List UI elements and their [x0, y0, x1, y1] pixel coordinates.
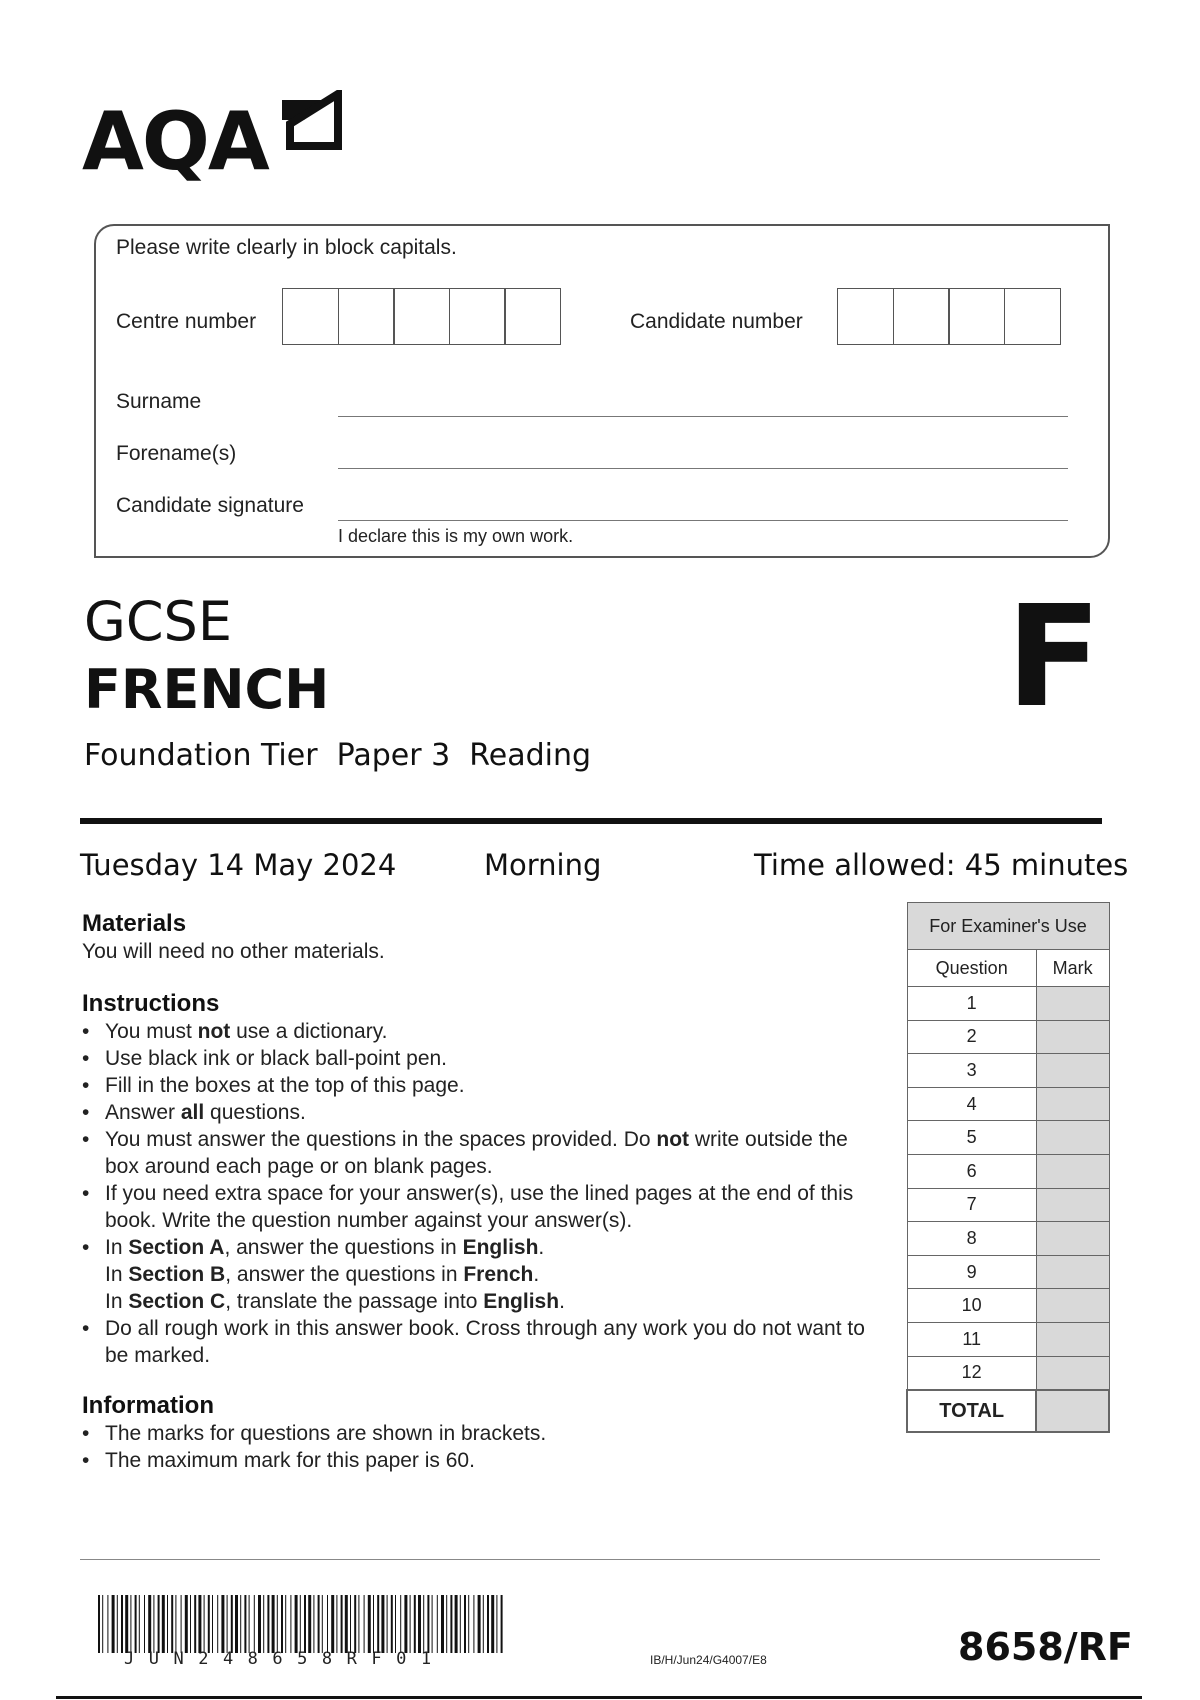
examiners-use-heading: For Examiner's Use	[907, 903, 1109, 950]
barcode-bar	[446, 1595, 447, 1653]
barcode-bar	[432, 1595, 433, 1653]
barcode-bar	[235, 1595, 238, 1653]
instruction-item: • Answer all questions.	[82, 1099, 872, 1126]
barcode	[98, 1595, 508, 1653]
barcode-bar	[117, 1595, 118, 1653]
question-number: 6	[907, 1154, 1036, 1188]
total-mark-cell[interactable]	[1036, 1390, 1109, 1432]
barcode-bar	[267, 1595, 269, 1653]
barcode-bar	[295, 1595, 298, 1653]
mark-cell[interactable]	[1036, 1054, 1109, 1088]
barcode-bar	[204, 1595, 205, 1653]
barcode-bar	[391, 1595, 393, 1653]
barcode-bar	[171, 1595, 173, 1653]
mark-cell[interactable]	[1036, 1222, 1109, 1256]
title-divider	[80, 818, 1102, 824]
subject-title: FRENCH	[84, 658, 330, 721]
barcode-bar	[158, 1595, 160, 1653]
instruction-item: • Use black ink or black ball-point pen.	[82, 1045, 872, 1072]
candidate-number-boxes[interactable]	[837, 288, 1059, 345]
barcode-bar	[175, 1595, 176, 1653]
barcode-bar	[464, 1595, 466, 1653]
signature-field[interactable]	[338, 520, 1068, 521]
barcode-bar	[277, 1595, 278, 1653]
footer-divider	[80, 1559, 1100, 1560]
barcode-bar	[387, 1595, 388, 1653]
barcode-bar	[473, 1595, 474, 1653]
barcode-bar	[144, 1595, 145, 1653]
barcode-text: JUN248658RF01	[124, 1649, 446, 1669]
barcode-bar	[350, 1595, 351, 1653]
barcode-bar	[263, 1595, 264, 1653]
logo-mark-icon	[282, 90, 344, 152]
barcode-bar	[285, 1595, 286, 1653]
question-number: 2	[907, 1020, 1036, 1054]
question-number: 12	[907, 1356, 1036, 1390]
barcode-bar	[418, 1595, 421, 1653]
barcode-bar	[358, 1595, 359, 1653]
barcode-bar	[300, 1595, 301, 1653]
question-number: 8	[907, 1222, 1036, 1256]
candidate-digit-box[interactable]	[1004, 288, 1061, 345]
barcode-bar	[308, 1595, 311, 1653]
question-number: 7	[907, 1188, 1036, 1222]
barcode-bar	[304, 1595, 306, 1653]
barcode-bar	[198, 1595, 201, 1653]
document-reference: IB/H/Jun24/G4007/E8	[650, 1653, 767, 1667]
barcode-bar	[181, 1595, 182, 1653]
barcode-bar	[249, 1595, 250, 1653]
barcode-bar	[377, 1595, 379, 1653]
mark-cell[interactable]	[1036, 987, 1109, 1021]
mark-cell[interactable]	[1036, 1020, 1109, 1054]
barcode-bar	[496, 1595, 497, 1653]
candidate-digit-box[interactable]	[837, 288, 894, 345]
materials-heading: Materials	[82, 910, 187, 937]
mark-cell[interactable]	[1036, 1356, 1109, 1390]
centre-digit-box[interactable]	[338, 288, 395, 345]
block-capitals-instruction: Please write clearly in block capitals.	[116, 236, 457, 259]
barcode-bar	[258, 1595, 261, 1653]
candidate-digit-box[interactable]	[893, 288, 950, 345]
barcode-bar	[313, 1595, 314, 1653]
question-number: 10	[907, 1289, 1036, 1323]
barcode-bar	[501, 1595, 503, 1653]
question-number: 9	[907, 1255, 1036, 1289]
mark-cell[interactable]	[1036, 1188, 1109, 1222]
barcode-bar	[404, 1595, 407, 1653]
question-number: 1	[907, 987, 1036, 1021]
barcode-bar	[185, 1595, 188, 1653]
barcode-bar	[381, 1595, 384, 1653]
barcode-bar	[290, 1595, 291, 1653]
barcode-bar	[254, 1595, 255, 1653]
barcode-bar	[491, 1595, 494, 1653]
barcode-bar	[244, 1595, 246, 1653]
mark-cell[interactable]	[1036, 1154, 1109, 1188]
exam-date: Tuesday 14 May 2024	[80, 848, 397, 882]
aqa-logo	[82, 90, 352, 190]
barcode-bar	[125, 1595, 128, 1653]
barcode-bar	[468, 1595, 469, 1653]
barcode-bar	[354, 1595, 356, 1653]
barcode-bar	[483, 1595, 484, 1653]
barcode-bar	[153, 1595, 154, 1653]
instruction-item: • In Section A, answer the questions in English. In Section B, answer the questions in French. In Section C, translate the passage into English.	[82, 1234, 872, 1315]
examiners-use-table	[906, 902, 1110, 1433]
question-number: 11	[907, 1322, 1036, 1356]
centre-digit-box[interactable]	[449, 288, 506, 345]
instructions-heading: Instructions	[82, 990, 220, 1017]
barcode-bar	[107, 1595, 108, 1653]
barcode-bar	[345, 1595, 348, 1653]
barcode-bar	[437, 1595, 438, 1653]
barcode-bar	[221, 1595, 224, 1653]
mark-column-header: Mark	[1036, 950, 1109, 987]
surname-field[interactable]	[338, 416, 1068, 417]
total-label: TOTAL	[907, 1390, 1036, 1432]
mark-cell[interactable]	[1036, 1121, 1109, 1155]
information-heading: Information	[82, 1392, 214, 1419]
candidate-number-label: Candidate number	[630, 310, 803, 333]
mark-cell[interactable]	[1036, 1322, 1109, 1356]
barcode-bar	[322, 1595, 323, 1653]
barcode-bar	[281, 1595, 283, 1653]
barcode-bar	[450, 1595, 452, 1653]
barcode-bar	[373, 1595, 374, 1653]
forenames-field[interactable]	[338, 468, 1068, 469]
instruction-item: • If you need extra space for your answer(s), use the lined pages at the end of this book. Write the question number against your answer(s).	[82, 1180, 872, 1234]
barcode-bar	[148, 1595, 151, 1653]
candidate-digit-box[interactable]	[948, 288, 1005, 345]
paper-code: 8658/RF	[958, 1625, 1133, 1669]
barcode-bar	[327, 1595, 328, 1653]
barcode-bar	[98, 1595, 100, 1653]
barcode-bar	[130, 1595, 131, 1653]
centre-digit-box[interactable]	[393, 288, 450, 345]
barcode-bar	[414, 1595, 416, 1653]
centre-number-boxes[interactable]	[282, 288, 560, 345]
paper-subtitle: Foundation Tier Paper 3 Reading	[84, 738, 592, 773]
barcode-bar	[487, 1595, 489, 1653]
barcode-bar	[102, 1595, 103, 1653]
tier-letter: F	[1006, 576, 1102, 739]
barcode-bar	[217, 1595, 218, 1653]
barcode-bar	[441, 1595, 444, 1653]
declaration-text: I declare this is my own work.	[338, 526, 574, 546]
question-number: 4	[907, 1087, 1036, 1121]
logo-text: AQA	[82, 95, 268, 188]
qualification-title: GCSE	[84, 590, 232, 653]
barcode-bar	[162, 1595, 165, 1653]
barcode-bar	[478, 1595, 481, 1653]
barcode-bar	[227, 1595, 228, 1653]
information-item: • The maximum mark for this paper is 60.	[82, 1447, 882, 1474]
barcode-bar	[341, 1595, 343, 1653]
barcode-bar	[139, 1595, 140, 1653]
centre-digit-box[interactable]	[282, 288, 339, 345]
barcode-bar	[364, 1595, 365, 1653]
barcode-bar	[190, 1595, 191, 1653]
exam-session: Morning	[484, 848, 602, 882]
instruction-item: • Do all rough work in this answer book. Cross through any work you do not want to be marked.	[82, 1315, 872, 1369]
barcode-bar	[208, 1595, 210, 1653]
barcode-bar	[231, 1595, 233, 1653]
centre-digit-box[interactable]	[504, 288, 561, 345]
question-column-header: Question	[907, 950, 1036, 987]
barcode-bar	[427, 1595, 429, 1653]
instruction-item: • You must not use a dictionary.	[82, 1018, 872, 1045]
time-allowed: Time allowed: 45 minutes	[754, 848, 1129, 882]
materials-text: You will need no other materials.	[82, 940, 385, 963]
mark-cell[interactable]	[1036, 1087, 1109, 1121]
barcode-bar	[135, 1595, 137, 1653]
barcode-bar	[212, 1595, 213, 1653]
forenames-label: Forename(s)	[116, 442, 237, 465]
mark-cell[interactable]	[1036, 1255, 1109, 1289]
barcode-bar	[455, 1595, 458, 1653]
instruction-item: • You must answer the questions in the spaces provided. Do not write outside the box around each page or on blank pages.	[82, 1126, 872, 1180]
mark-cell[interactable]	[1036, 1289, 1109, 1323]
candidate-details-box	[94, 224, 1110, 558]
barcode-bar	[194, 1595, 196, 1653]
barcode-bar	[240, 1595, 241, 1653]
page-bottom-rule	[56, 1696, 1142, 1699]
barcode-bar	[318, 1595, 320, 1653]
surname-label: Surname	[116, 390, 202, 413]
barcode-bar	[167, 1595, 168, 1653]
barcode-bar	[460, 1595, 461, 1653]
information-section	[82, 1392, 882, 1474]
barcode-bar	[400, 1595, 401, 1653]
instruction-item: • Fill in the boxes at the top of this page.	[82, 1072, 872, 1099]
barcode-bar	[112, 1595, 115, 1653]
barcode-bar	[423, 1595, 424, 1653]
materials-section	[82, 910, 882, 965]
information-item: • The marks for questions are shown in brackets.	[82, 1420, 882, 1447]
instructions-section	[82, 990, 872, 1369]
question-number: 3	[907, 1054, 1036, 1088]
barcode-bar	[395, 1595, 396, 1653]
barcode-bar	[368, 1595, 371, 1653]
question-number: 5	[907, 1121, 1036, 1155]
barcode-bar	[331, 1595, 334, 1653]
barcode-bar	[410, 1595, 411, 1653]
barcode-bar	[272, 1595, 275, 1653]
barcode-bar	[121, 1595, 123, 1653]
barcode-bar	[336, 1595, 337, 1653]
signature-label: Candidate signature	[116, 494, 304, 517]
centre-number-label: Centre number	[116, 310, 257, 333]
